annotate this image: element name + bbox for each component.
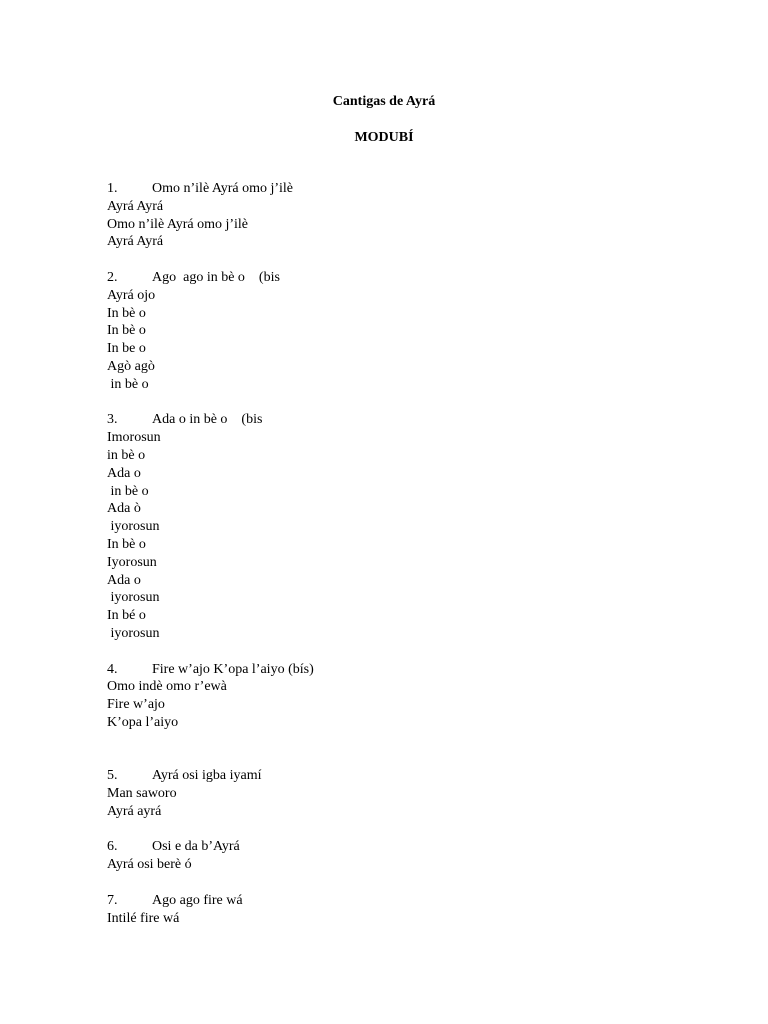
song-line: iyorosun (107, 590, 160, 606)
song-number: 4. (107, 661, 118, 677)
song-number: 1. (107, 181, 118, 196)
song-heading (107, 838, 667, 856)
song-first-line: Ayrá osi igba iyamí (152, 768, 262, 784)
song-line: Ayrá ayrá (107, 803, 162, 819)
song-number: 7. (107, 892, 118, 908)
song-line: in bè o (107, 483, 149, 499)
song-number: 5. (107, 768, 118, 784)
song-heading (107, 661, 667, 679)
song-line: Omo n’ilè Ayrá omo j’ilè (107, 216, 249, 232)
song-line: Intilé fire wá (107, 910, 180, 926)
song-number: 2. (107, 269, 118, 285)
song-first-line: Ada o in bè o (bis (152, 412, 263, 428)
song-line: In bè o (107, 323, 146, 339)
song-7 (107, 892, 667, 928)
song-line: Ada ò (107, 501, 141, 517)
song-heading (107, 269, 667, 287)
song-first-line: Ago ago in bè o (bis (152, 269, 280, 285)
song-line: Omo indè omo r’ewà (107, 679, 227, 695)
song-line: Iyorosun (107, 554, 157, 570)
song-line: in bè o (107, 376, 149, 392)
song-line: Man saworo (107, 786, 177, 802)
song-heading (107, 767, 667, 785)
song-line: iyorosun (107, 519, 160, 535)
song-first-line: Osi e da b’Ayrá (152, 839, 240, 855)
song-line: In be o (107, 341, 146, 357)
song-first-line: Ago ago fire wá (152, 892, 243, 908)
song-line: In bè o (107, 536, 146, 552)
song-first-line: Omo n’ilè Ayrá omo j’ilè (152, 181, 294, 196)
song-line: K’opa l’aiyo (107, 714, 179, 730)
song-line: in bè o (107, 447, 146, 463)
song-heading (107, 892, 667, 910)
song-line: Ayrá Ayrá (107, 198, 164, 214)
song-list (107, 180, 667, 927)
song-line: iyorosun (107, 625, 160, 641)
song-line: Ada o (107, 572, 141, 588)
song-line: Ayrá osi berè ó (107, 857, 192, 873)
document-subtitle: MODUBÍ (354, 130, 414, 145)
song-4 (107, 661, 667, 732)
song-line: Fire w’ajo (107, 697, 165, 713)
song-1 (107, 180, 667, 251)
song-heading (107, 180, 667, 198)
song-line: Ayrá Ayrá (107, 234, 164, 250)
song-line: Ayrá ojo (107, 287, 156, 303)
document-title: Cantigas de Ayrá (332, 94, 436, 109)
song-line: Ada o (107, 465, 141, 481)
song-line: In bè o (107, 305, 146, 321)
song-2 (107, 269, 667, 394)
song-number: 3. (107, 412, 118, 428)
song-line: Imorosun (107, 430, 161, 446)
song-first-line: Fire w’ajo K’opa l’aiyo (bís) (152, 661, 314, 677)
song-3 (107, 411, 667, 642)
song-line: Agò agò (107, 358, 155, 374)
song-number: 6. (107, 839, 118, 855)
song-line: In bé o (107, 608, 146, 624)
song-5 (107, 767, 667, 820)
song-heading (107, 411, 667, 429)
song-6 (107, 838, 667, 874)
